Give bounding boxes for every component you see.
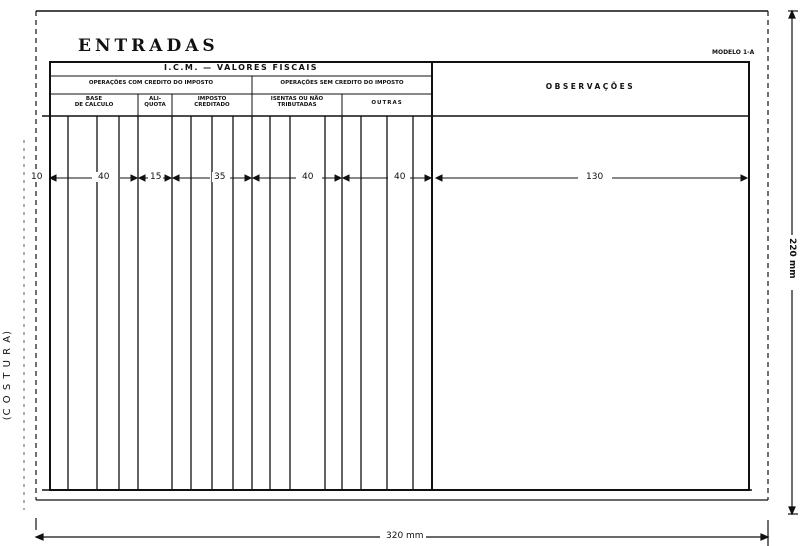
observations-header: OBSERVAÇÕES xyxy=(545,82,636,91)
without-credit-header: OPERAÇÕES SEM CREDITO DO IMPOSTO xyxy=(280,80,404,86)
dim-35: 35 xyxy=(214,172,226,182)
dim-40-isentas: 40 xyxy=(302,172,314,182)
with-credit-header: OPERAÇÕES COM CREDITO DO IMPOSTO xyxy=(88,80,214,86)
dim-15: 15 xyxy=(150,172,162,182)
col-base-header: BASE DE CALCULO xyxy=(74,96,114,108)
dim-height: 220 mm xyxy=(787,238,797,279)
dim-40-outras: 40 xyxy=(394,172,406,182)
dim-10: 10 xyxy=(31,172,43,182)
col-imposto-header: IMPOSTO CREDITADO xyxy=(194,96,230,108)
group-header: I.C.M. — VALORES FISCAIS xyxy=(163,63,319,72)
col-isentas-header: ISENTAS OU NÃO TRIBUTADAS xyxy=(270,96,324,108)
dim-40-base: 40 xyxy=(98,172,110,182)
form-title: ENTRADAS xyxy=(78,36,219,56)
dim-130: 130 xyxy=(586,172,604,182)
col-outras-header: OUTRAS xyxy=(371,100,403,106)
col-aliquota-header: ALI- QUOTA xyxy=(144,96,166,108)
dim-width: 320 mm xyxy=(386,531,424,541)
binding-label: (C O S T U R A) xyxy=(2,330,13,421)
model-label: MODELO 1-A xyxy=(712,49,755,56)
